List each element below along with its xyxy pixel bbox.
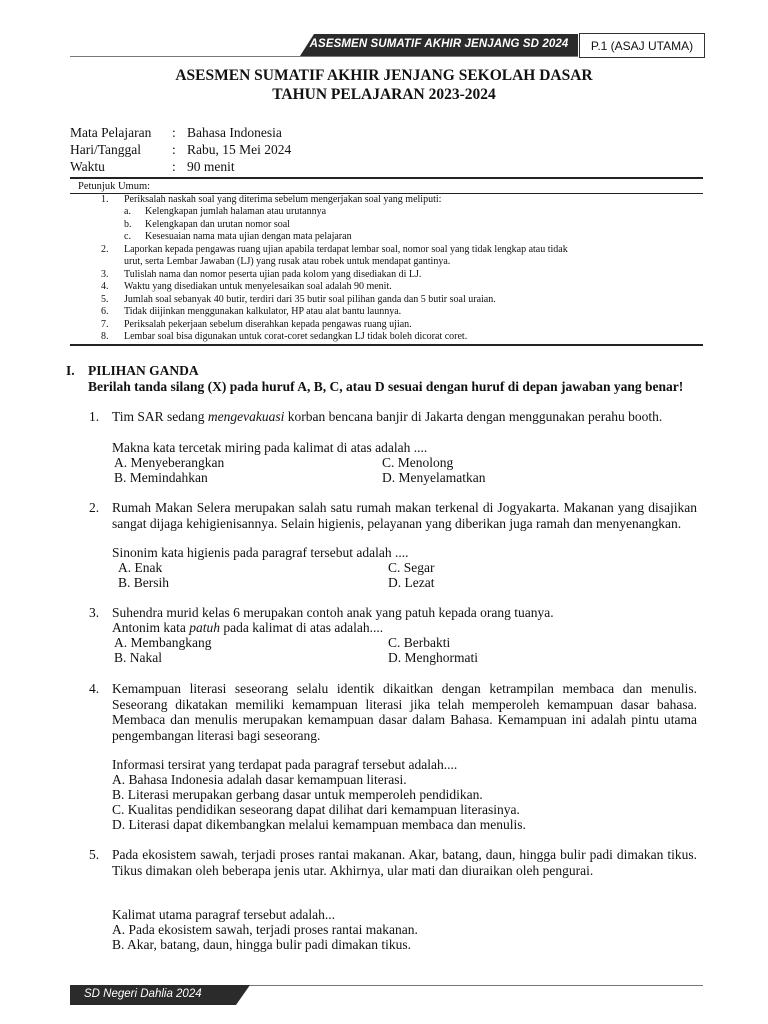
petunjuk-item-number: a. <box>124 206 131 218</box>
question-number: 4. <box>89 681 100 696</box>
meta-colon: : <box>172 159 176 174</box>
option-b[interactable]: B. Akar, batang, daun, hingga bulir padi dimakan tikus. <box>112 937 412 952</box>
petunjuk-item-number: 5. <box>101 293 109 305</box>
meta-value: 90 menit <box>187 159 235 174</box>
meta-value: Bahasa Indonesia <box>187 125 282 140</box>
footer-school: SD Negeri Dahlia 2024 <box>84 988 202 1000</box>
petunjuk-item-number: 2. <box>101 243 109 255</box>
petunjuk-bottom-rule <box>70 344 703 346</box>
question-prompt: Antonim kata patuh pada kalimat di atas adalah.... <box>112 620 384 635</box>
petunjuk-item-number: 3. <box>101 268 109 280</box>
option-c[interactable]: C. Kualitas pendidikan seseorang dapat dilihat dari kemampuan literasinya. <box>112 802 520 817</box>
petunjuk-item: Jumlah soal sebanyak 40 butir, terdiri dari 35 butir soal pilihan ganda dan 5 butir soal uraian. <box>124 293 496 305</box>
question-number: 1. <box>89 409 100 424</box>
meta-colon: : <box>172 125 176 140</box>
petunjuk-item: Tidak diijinkan menggunakan kalkulator, HP atau alat bantu launnya. <box>124 306 402 318</box>
question-number: 5. <box>89 847 100 862</box>
petunjuk-item: Lembar soal bisa digunakan untuk corat-coret sedangkan LJ tidak boleh dicorat coret. <box>124 330 468 342</box>
petunjuk-item-number: 8. <box>101 330 109 342</box>
petunjuk-item: Waktu yang disediakan untuk menyelesaikan soal adalah 90 menit. <box>124 281 392 293</box>
question-number: 3. <box>89 605 100 620</box>
question-text: Suhendra murid kelas 6 merupakan contoh anak yang patuh kepada orang tuanya. <box>112 605 554 620</box>
meta-colon: : <box>172 142 176 157</box>
petunjuk-item: Periksalah pekerjaan sebelum diserahkan kepada pengawas ruang ujian. <box>124 318 412 330</box>
option-c[interactable]: C. Menolong <box>382 455 454 470</box>
question-prompt: Kalimat utama paragraf tersebut adalah... <box>112 907 336 922</box>
header-banner-text: ASESMEN SUMATIF AKHIR JENJANG SD 2024 <box>309 38 569 50</box>
question-prompt: Informasi tersirat yang terdapat pada paragraf tersebut adalah.... <box>112 757 458 772</box>
document-subtitle: TAHUN PELAJARAN 2023-2024 <box>272 86 496 103</box>
question-text: Tim SAR sedang mengevakuasi korban bencana banjir di Jakarta dengan menggunakan perahu booth. <box>112 409 663 424</box>
option-a[interactable]: A. Enak <box>118 560 163 575</box>
petunjuk-subitem: Kesesuaian nama mata ujian dengan mata pelajaran <box>145 231 352 243</box>
section-number: I. <box>66 363 75 378</box>
petunjuk-top-rule <box>70 177 703 179</box>
section-title: PILIHAN GANDA <box>88 363 199 378</box>
paket-label: P.1 (ASAJ UTAMA) <box>579 33 705 58</box>
question-number: 2. <box>89 500 100 515</box>
question-text: Kemampuan literasi seseorang selalu identik dikaitkan dengan ketrampilan membaca dan menulis. Seseorang dikatakan memiliki kemampuan literasi jika telah memperoleh kemampuan dasar bahasa. Membaca dan menulis merupakan kemampuan dasar dalam Bahasa. Kemampuan ini adalah pintu utama pengembangan literasi bagi seseorang. <box>112 681 697 743</box>
option-a[interactable]: A. Menyeberangkan <box>114 455 225 470</box>
question-text: Pada ekosistem sawah, terjadi proses rantai makanan. Akar, batang, daun, hingga bulir padi dimakan tikus. Tikus dimakan oleh beberapa jenis utar. Akhirnya, ular mati dan diuraikan oleh pengurai. <box>112 847 697 878</box>
petunjuk-item-number: 7. <box>101 318 109 330</box>
option-c[interactable]: C. Berbakti <box>388 635 451 650</box>
meta-label: Waktu <box>70 159 105 174</box>
petunjuk-item: Laporkan kepada pengawas ruang ujian apabila terdapat lembar soal, nomor soal yang tidak lengkap atau tidak <box>124 243 568 255</box>
option-b[interactable]: B. Literasi merupakan gerbang dasar untuk memperoleh pendidikan. <box>112 787 483 802</box>
petunjuk-item: Periksalah naskah soal yang diterima sebelum mengerjakan soal yang meliputi: <box>124 194 442 205</box>
meta-label: Hari/Tanggal <box>70 142 142 157</box>
option-d[interactable]: D. Lezat <box>388 575 435 590</box>
petunjuk-subitem: Kelengkapan jumlah halaman atau urutannya <box>145 206 327 218</box>
petunjuk-item: urut, serta Lembar Jawaban (LJ) yang rusak atau robek untuk mendapat gantinya. <box>124 256 451 268</box>
meta-value: Rabu, 15 Mei 2024 <box>187 142 292 157</box>
option-b[interactable]: B. Bersih <box>118 575 170 590</box>
petunjuk-title: Petunjuk Umum: <box>78 181 151 192</box>
petunjuk-item-number: b. <box>124 218 132 230</box>
question-text: Rumah Makan Selera merupakan salah satu rumah makan terkenal di Jogyakarta. Makanan yang disajikan sangat dijaga kehigienisannya. Selain higienis, pelayanan yang diberikan juga ramah dan menyenangkan. <box>112 500 697 531</box>
option-c[interactable]: C. Segar <box>388 560 435 575</box>
question-prompt: Makna kata tercetak miring pada kalimat di atas adalah .... <box>112 440 428 455</box>
italic-term: patuh <box>189 620 221 635</box>
petunjuk-item-number: 1. <box>101 194 109 205</box>
petunjuk-item: Tulislah nama dan nomor peserta ujian pada kolom yang disediakan di LJ. <box>124 268 422 280</box>
petunjuk-subitem: Kelengkapan dan urutan nomor soal <box>145 218 290 230</box>
option-a[interactable]: A. Bahasa Indonesia adalah dasar kemampuan literasi. <box>112 772 407 787</box>
petunjuk-item-number: c. <box>124 231 131 243</box>
question-prompt: Sinonim kata higienis pada paragraf tersebut adalah .... <box>112 545 409 560</box>
option-b[interactable]: B. Nakal <box>114 650 162 665</box>
option-b[interactable]: B. Memindahkan <box>114 470 208 485</box>
petunjuk-item-number: 4. <box>101 281 109 293</box>
document-title: ASESMEN SUMATIF AKHIR JENJANG SEKOLAH DASAR <box>175 67 593 84</box>
option-d[interactable]: D. Menyelamatkan <box>382 470 486 485</box>
option-a[interactable]: A. Pada ekosistem sawah, terjadi proses rantai makanan. <box>112 922 418 937</box>
section-instruction: Berilah tanda silang (X) pada huruf A, B, C, atau D sesuai dengan huruf di depan jawaban yang benar! <box>88 379 684 394</box>
header-rule <box>70 56 578 57</box>
option-d[interactable]: D. Literasi dapat dikembangkan melalui kemampuan membaca dan menulis. <box>112 817 526 832</box>
italic-term: mengevakuasi <box>207 409 285 424</box>
meta-label: Mata Pelajaran <box>70 125 152 140</box>
petunjuk-item-number: 6. <box>101 306 109 318</box>
option-a[interactable]: A. Membangkang <box>114 635 212 650</box>
option-d[interactable]: D. Menghormati <box>388 650 478 665</box>
